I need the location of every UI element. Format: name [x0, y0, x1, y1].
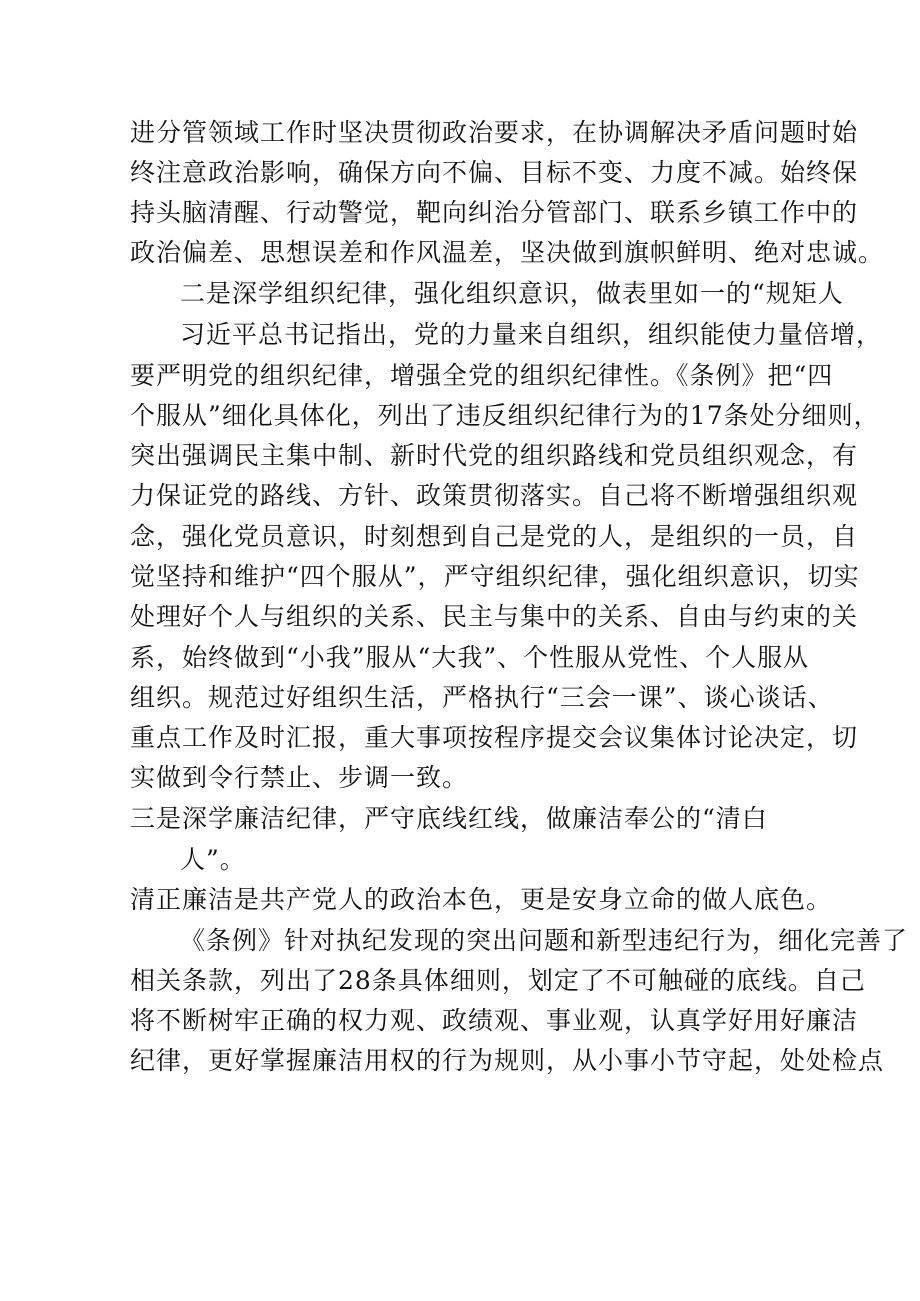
text-line: 组织。规范过好组织生活，严格执行“三会一课”、谈心谈话、: [130, 683, 834, 712]
text-line: 进分管领域工作时坚决贯彻政治要求，在协调解决矛盾问题时始: [130, 118, 859, 147]
text-line: 相关条款，列出了28条具体细则，划定了不可触碰的底线。自己: [130, 966, 866, 995]
text-line: 纪律，更好掌握廉洁用权的行为规则，从小事小节守起，处处检点: [130, 1046, 885, 1075]
text-line: 实做到令行禁止、步调一致。: [130, 763, 469, 792]
text-line: 处理好个人与组织的关系、民主与集中的关系、自由与约束的关: [130, 602, 859, 631]
text-line: 力保证党的路线、方针、政策贯彻落实。自己将不断增强组织观: [130, 481, 859, 510]
text-line: 《条例》针对执纪发现的突出问题和新型违纪行为，细化完善了: [180, 926, 909, 955]
text-line: 念，强化党员意识，时刻想到自己是党的人，是组织的一员，自: [130, 522, 859, 551]
text-line: 清正廉洁是共产党人的政治本色，更是安身立命的做人底色。: [130, 885, 833, 914]
text-line: 政治偏差、思想误差和作风温差，坚决做到旗帜鲜明、绝对忠诚。: [130, 238, 885, 267]
text-line: 将不断树牢正确的权力观、政绩观、事业观，认真学好用好廉洁: [130, 1006, 859, 1035]
text-line: 习近平总书记指出，党的力量来自组织，组织能使力量倍增，: [180, 320, 883, 349]
text-line: 重点工作及时汇报，重大事项按程序提交会议集体讨论决定，切: [130, 723, 859, 752]
text-line: 终注意政治影响，确保方向不偏、目标不变、力度不减。始终保: [130, 158, 859, 187]
text-line: 系，始终做到“小我”服从“大我”、个性服从党性、个人服从: [130, 643, 810, 672]
text-line: 突出强调民主集中制、新时代党的组织路线和党员组织观念，有: [130, 441, 859, 470]
text-line: 觉坚持和维护“四个服从”，严守组织纪律，强化组织意识，切实: [130, 562, 860, 591]
text-line: 三是深学廉洁纪律，严守底线红线，做廉洁奉公的“清白: [130, 804, 768, 833]
section-heading-line: 二是深学组织纪律，强化组织意识，做表里如一的“规矩人: [180, 279, 844, 308]
text-line: 要严明党的组织纪律，增强全党的组织纪律性。《条例》把“四: [130, 361, 834, 390]
section-heading-line: 人”。: [180, 845, 246, 874]
text-line: 个服从”细化具体化，列出了违反组织纪律行为的17条处分细则，: [130, 401, 880, 430]
text-line: 持头脑清醒、行动警觉，靶向纠治分管部门、联系乡镇工作中的: [130, 198, 859, 227]
